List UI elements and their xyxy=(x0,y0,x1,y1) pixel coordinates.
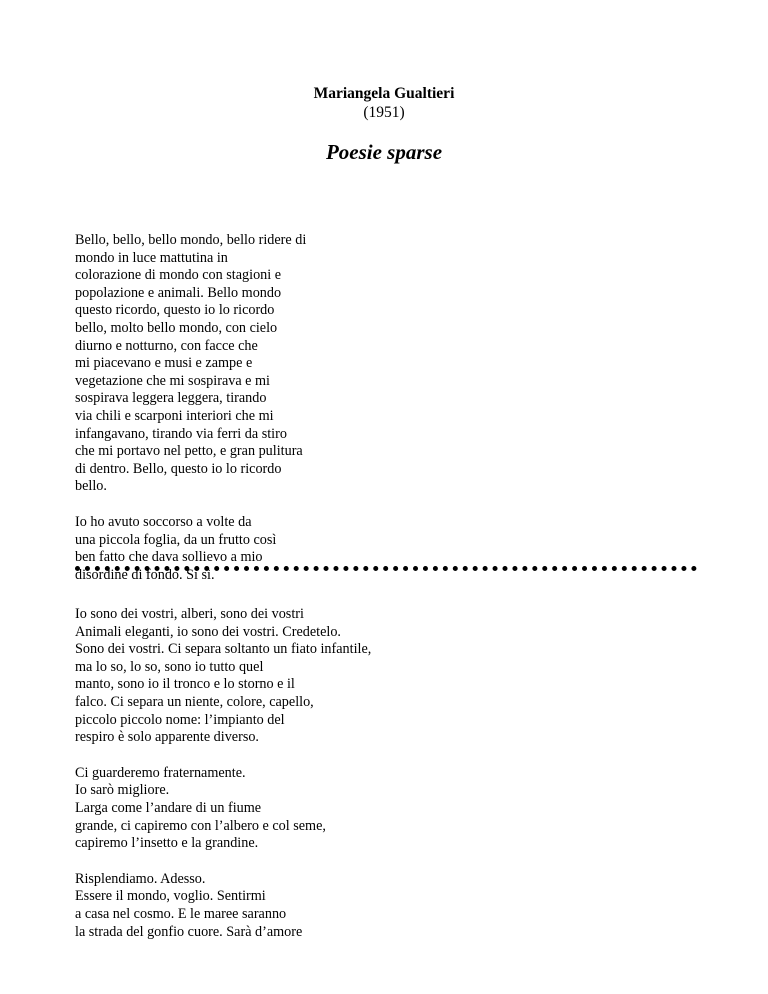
poem-line: Ci guarderemo fraternamente. xyxy=(75,764,246,781)
poem-line: diurno e notturno, con facce che xyxy=(75,337,258,354)
dotted-separator xyxy=(75,566,697,576)
poem-line: falco. Ci separa un niente, colore, capello, xyxy=(75,693,314,710)
poem-one xyxy=(75,232,715,602)
poem-line: bello. xyxy=(75,478,107,495)
poem-line: Essere il mondo, voglio. Sentirmi xyxy=(75,888,266,905)
poem-line: mondo in luce mattutina in xyxy=(75,249,228,266)
poem-line: ma lo so, lo so, sono io tutto quel xyxy=(75,658,264,675)
poem-line: di dentro. Bello, questo io lo ricordo xyxy=(75,460,282,477)
poem-line: Larga come l’andare di un fiume xyxy=(75,799,262,816)
poem-two-stanza-2 xyxy=(75,765,715,853)
poem-line: la strada del gonfio cuore. Sarà d’amore xyxy=(75,923,303,940)
poem-line: infangavano, tirando via ferri da stiro xyxy=(75,425,287,442)
collection-title: Poesie sparse xyxy=(325,140,443,164)
poem-two xyxy=(75,606,715,959)
poem-two-stanza-3 xyxy=(75,871,715,941)
poem-line: vegetazione che mi sospirava e mi xyxy=(75,372,271,389)
poem-one-stanza-1 xyxy=(75,232,715,496)
poem-line: via chili e scarponi interiori che mi xyxy=(75,407,274,424)
poem-line: questo ricordo, questo io lo ricordo xyxy=(75,302,275,319)
author-name: Mariangela Gualtieri xyxy=(313,85,455,102)
poem-line: grande, ci capiremo con l’albero e col seme, xyxy=(75,817,326,834)
poem-line: Bello, bello, bello mondo, bello ridere di xyxy=(75,232,307,248)
poem-line: Animali eleganti, io sono dei vostri. Credetelo. xyxy=(75,623,341,640)
poem-line: che mi portavo nel petto, e gran pulitura xyxy=(75,443,303,460)
poem-line: capiremo l’insetto e la grandine. xyxy=(75,835,259,852)
poem-line: popolazione e animali. Bello mondo xyxy=(75,284,282,301)
poem-two-stanza-1 xyxy=(75,606,715,747)
poem-line: Sono dei vostri. Ci separa soltanto un fiato infantile, xyxy=(75,641,372,658)
poem-line: disordine di fondo. Sì sì. xyxy=(75,566,215,583)
poem-line: Io sono dei vostri, alberi, sono dei vostri xyxy=(75,606,304,622)
author-years: (1951) xyxy=(363,104,405,121)
poem-line: Io ho avuto soccorso a volte da xyxy=(75,513,252,530)
poem-line: a casa nel cosmo. E le maree saranno xyxy=(75,905,287,922)
poem-line: mi piacevano e musi e zampe e xyxy=(75,355,253,372)
poem-line: sospirava leggera leggera, tirando xyxy=(75,390,267,407)
poem-line: piccolo piccolo nome: l’impianto del xyxy=(75,711,285,728)
poem-line: Risplendiamo. Adesso. xyxy=(75,870,206,887)
poem-line: una piccola foglia, da un frutto così xyxy=(75,531,277,548)
poem-line: ben fatto che dava sollievo a mio xyxy=(75,549,263,566)
poem-line: manto, sono io il tronco e lo storno e il xyxy=(75,676,295,693)
poem-line: bello, molto bello mondo, con cielo xyxy=(75,319,278,336)
document-header xyxy=(0,84,768,164)
poem-line: colorazione di mondo con stagioni e xyxy=(75,267,282,284)
poem-line: respiro è solo apparente diverso. xyxy=(75,729,259,746)
poem-line: Io sarò migliore. xyxy=(75,782,170,799)
